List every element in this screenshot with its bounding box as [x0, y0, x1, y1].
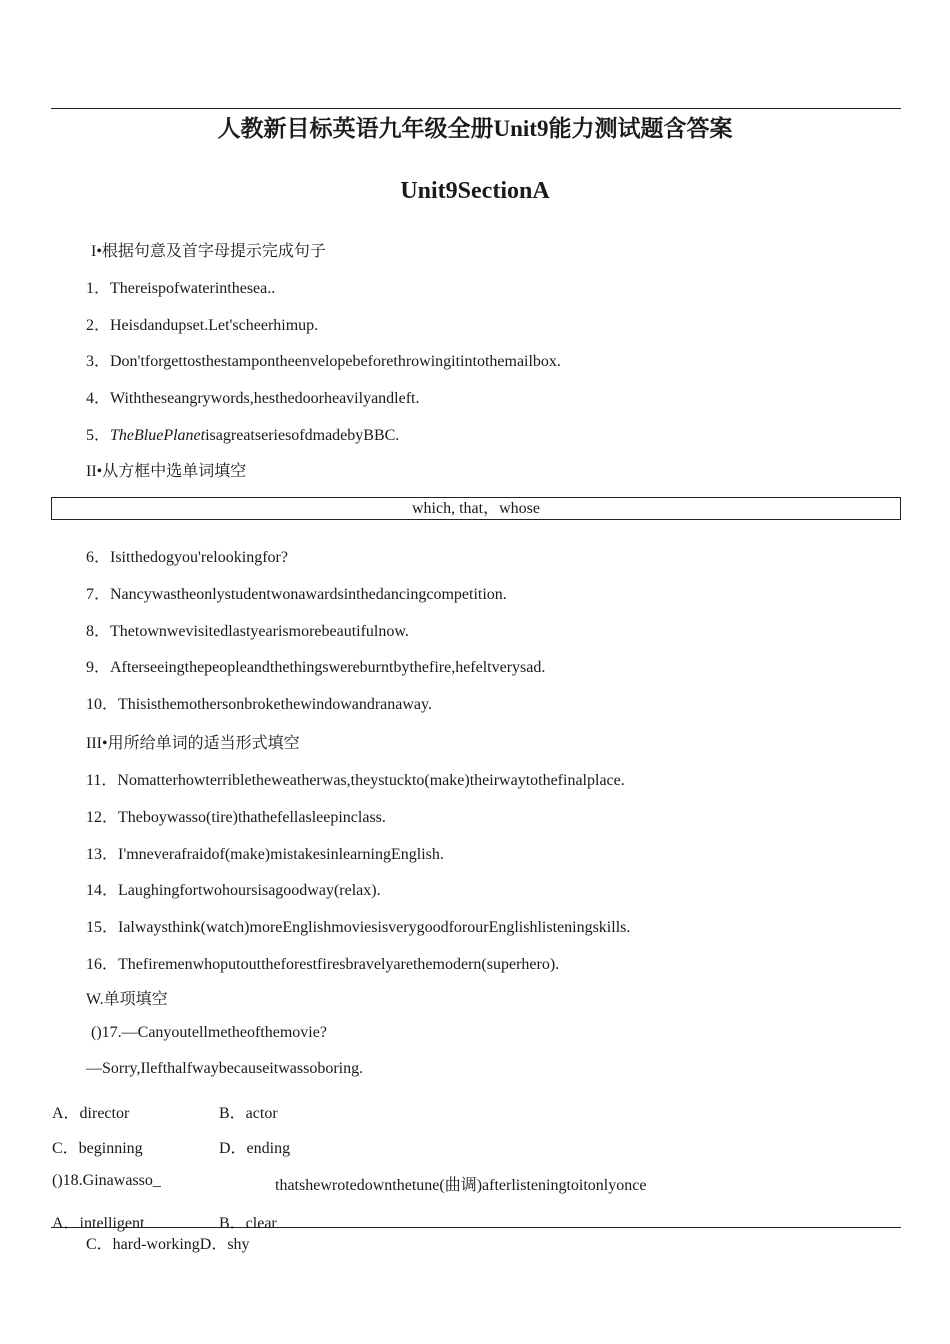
section-2-heading: II•从方框中选单词填空 — [86, 463, 247, 480]
question-12: 12．Theboywasso(tire)thathefellasleepinclass. — [86, 809, 386, 826]
section-1-heading: I•根据句意及首字母提示完成句子 — [91, 243, 326, 260]
question-18-option-a: A．intelligent — [52, 1215, 145, 1232]
question-18-option-b: B．clear — [219, 1215, 277, 1232]
question-4: 4．Withtheseangrywords,hesthedoorheavilyandleft. — [86, 390, 420, 407]
question-13: 13．I'mneverafraidof(make)mistakesinlearningEnglish. — [86, 846, 444, 863]
question-17-option-a: A．director — [52, 1105, 130, 1122]
question-11: 11．Nomatterhowterribletheweatherwas,theystuckto(make)theirwaytothefinalplace. — [86, 772, 625, 789]
question-18-stem-start: ()18.Ginawasso_ — [52, 1172, 161, 1189]
question-16: 16．Thefiremenwhoputouttheforestfiresbravelyarethemodern(superhero). — [86, 956, 560, 973]
question-5 — [86, 422, 399, 445]
question-6: 6．Isitthedogyou'relookingfor? — [86, 549, 288, 566]
bottom-rule — [51, 1227, 901, 1228]
word-box: which, that，whose — [51, 497, 901, 520]
question-5-number: 5． — [86, 427, 111, 444]
question-17-option-d: D．ending — [219, 1140, 291, 1157]
question-18-option-c-d: C．hard-workingD．shy — [86, 1236, 250, 1253]
question-5-rest: isagreatseriesofdmadebyBBC. — [205, 427, 400, 444]
question-17-stem: ()17.—Canyoutellmetheofthemovie? — [91, 1024, 327, 1041]
question-9: 9．Afterseeingthepeopleandthethingswereburntbythefire,hefeltverysad. — [86, 659, 546, 676]
question-1: 1．Thereispofwaterinthesea.. — [86, 280, 276, 297]
question-18-stem-end: thatshewrotedownthetune(曲调)afterlisteningtoitonlyonce — [275, 1177, 647, 1194]
question-17-reply: —Sorry,Ilefthalfwaybecauseitwassoboring. — [86, 1060, 364, 1077]
question-5-italic-title: TheBluePlanet — [110, 427, 206, 444]
section-3-heading: III•用所给单词的适当形式填空 — [86, 735, 300, 752]
question-2: 2．Heisdandupset.Let'scheerhimup. — [86, 317, 319, 334]
question-17-option-b: B．actor — [219, 1105, 278, 1122]
question-10: 10．Thisisthemothersonbrokethewindowandranaway. — [86, 696, 432, 713]
question-15: 15．Ialwaysthink(watch)moreEnglishmoviesisverygoodforourEnglishlisteningskills. — [86, 919, 631, 936]
page-subtitle: Unit9SectionA — [400, 178, 550, 204]
page-title: 人教新目标英语九年级全册Unit9能力测试题含答案 — [217, 116, 733, 141]
section-4-heading: W.单项填空 — [86, 991, 168, 1008]
question-14: 14．Laughingfortwohoursisagoodway(relax). — [86, 882, 381, 899]
question-17-option-c: C．beginning — [52, 1140, 143, 1157]
question-8: 8．Thetownwevisitedlastyearismorebeautifulnow. — [86, 623, 409, 640]
top-rule — [51, 108, 901, 109]
question-3: 3．Don'tforgettosthestampontheenvelopebeforethrowingitintothemailbox. — [86, 353, 561, 370]
question-7: 7．Nancywastheonlystudentwonawardsinthedancingcompetition. — [86, 586, 507, 603]
